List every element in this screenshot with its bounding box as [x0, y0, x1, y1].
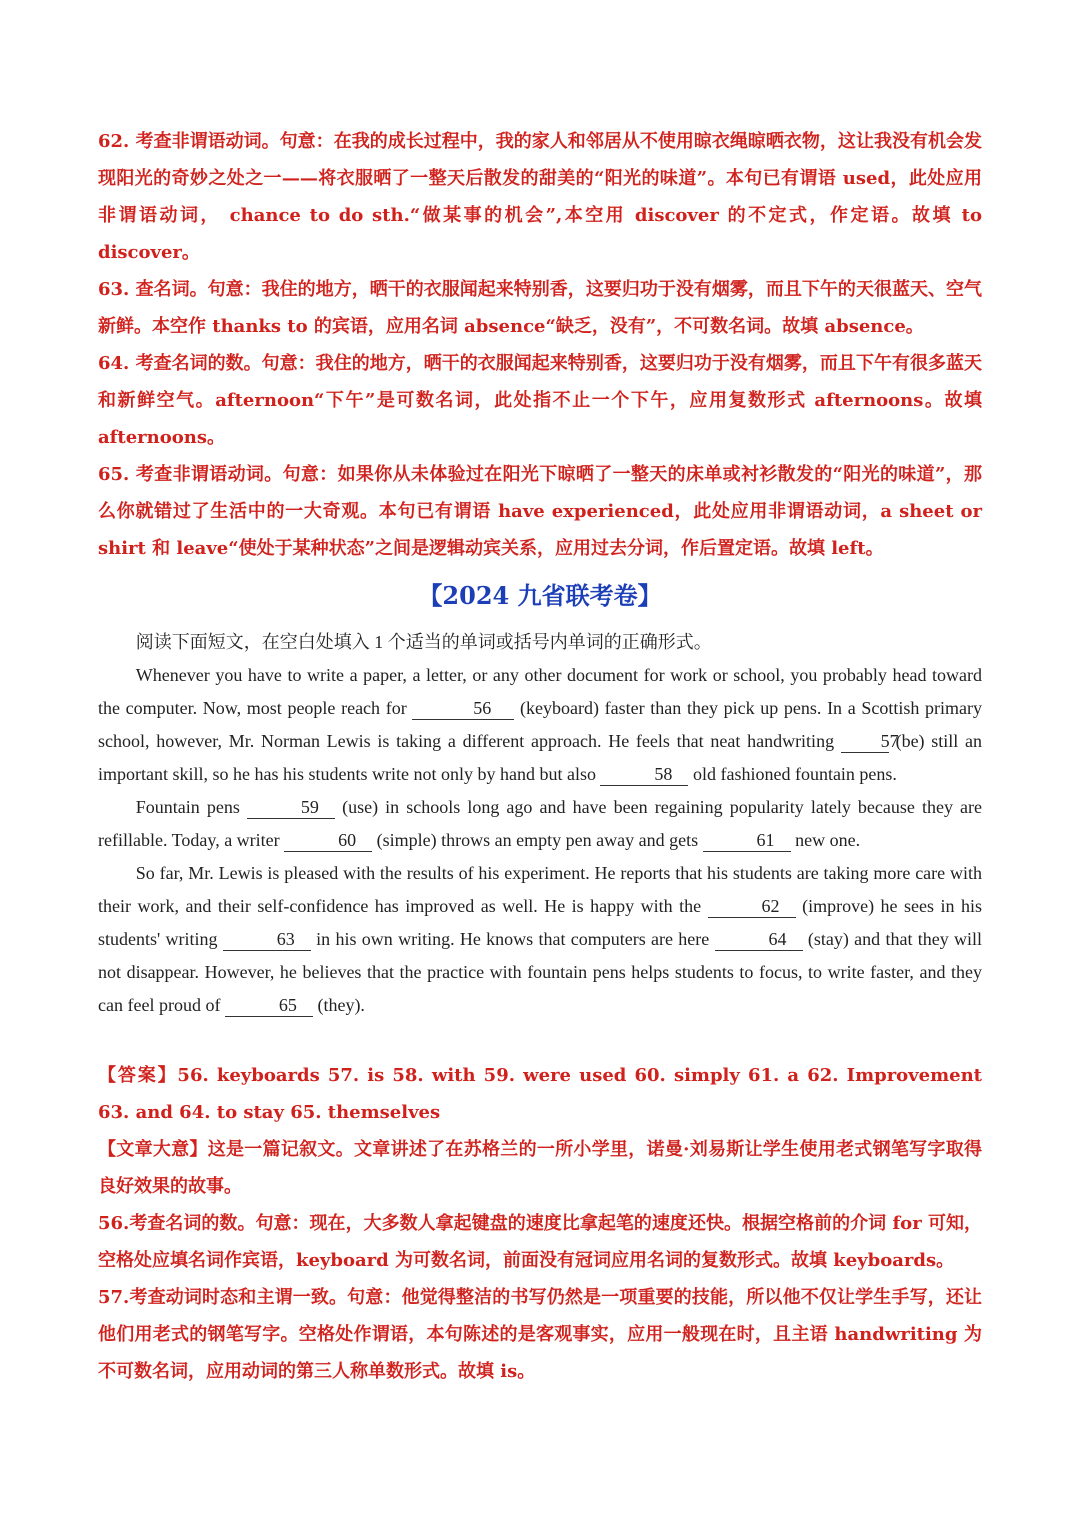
- explanations-62-65: [98, 123, 982, 567]
- passage-text: (keyboard) faster than they pick up pens. In a Scottish primary school, however, Mr. Norman Lewis is taking a different approach. He feels that neat handwriting: [98, 698, 983, 751]
- blank-63: 63: [223, 928, 311, 951]
- explanation-57: 57.考查动词时态和主谓一致。句意：他觉得整洁的书写仍然是一项重要的技能，所以他不仅让学生手写，还让他们用老式的钢笔写字。空格处作谓语，本句陈述的是客观事实，应用一般现在时，且主语 handwriting 为不可数名词，应用动词的第三人称单数形式。故填 is。: [98, 1287, 982, 1382]
- blank-60: 60: [284, 829, 372, 852]
- explanation-56: 56.考查名词的数。句意：现在，大多数人拿起键盘的速度比拿起笔的速度还快。根据空格前的介词 for 可知，空格处应填名词作宾语，keyboard 为可数名词，前面没有冠词应用名词的复数形式。故填 keyboards。: [98, 1213, 982, 1271]
- blank-56: 56: [412, 697, 514, 720]
- cloze-passage: [98, 626, 982, 1022]
- passage-text: (stay) and that they will not disappear. However, he believes that the practice with fountain pens helps students to focus, to write faster, and they can feel proud of: [98, 929, 983, 1015]
- blank-65: 65: [225, 994, 313, 1017]
- passage-text: (use) in schools long ago and have been regaining popularity lately because they are refillable. Today, a writer: [98, 797, 983, 850]
- passage-text: So far, Mr. Lewis is pleased with the results of his experiment. He reports that his students are taking more care with their work, and their self-confidence has improved as well. He is happy with the: [98, 863, 982, 916]
- blank-59: 59: [247, 796, 335, 819]
- blank-58: 58: [600, 763, 688, 786]
- passage-paragraph-2: [98, 791, 982, 857]
- passage-text: (be) still an important skill, so he has his students write not only by hand but also: [98, 731, 983, 784]
- passage-paragraph-1: [98, 659, 982, 791]
- passage-text: Fountain pens: [135, 797, 240, 817]
- passage-text: Whenever you have to write a paper, a letter, or any other document for work or school, you probably head toward the computer. Now, most people reach for: [98, 665, 982, 718]
- instruction: 阅读下面短文，在空白处填入 1 个适当的单词或括号内单词的正确形式。: [135, 632, 712, 652]
- passage-text: (simple) throws an empty pen away and gets: [376, 830, 699, 850]
- passage-text: (they).: [317, 995, 365, 1015]
- passage-text: in his own writing. He knows that computers are here: [316, 929, 710, 949]
- passage-paragraph-3: [98, 857, 982, 1022]
- explanation-63: 63. 查名词。句意：我住的地方，晒干的衣服闻起来特别香，这要归功于没有烟雾，而且下午的天很蓝天、空气新鲜。本空作 thanks to 的宾语，应用名词 absence“缺乏，没有”，不可数名词。故填 absence。: [98, 279, 982, 337]
- explanation-65: 65. 考查非谓语动词。句意：如果你从未体验过在阳光下晾晒了一整天的床单或衬衫散发的“阳光的味道”，那么你就错过了生活中的一大奇观。本句已有谓语 have experienced，此处应用非谓语动词，a sheet or shirt 和 leave“使处于某种状态”之间是逻辑动宾关系，应用过去分词，作后置定语。故填 left。: [98, 464, 982, 559]
- blank-62: 62: [708, 895, 796, 918]
- explanation-62: 62. 考查非谓语动词。句意：在我的成长过程中，我的家人和邻居从不使用晾衣绳晾晒衣物，这让我没有机会发现阳光的奇妙之处之一——将衣服晒了一整天后散发的甜美的“阳光的味道”。本句已有谓语 used，此处应用非谓语动词， chance to do sth.“做某事的机会”,本空用 discover 的不定式，作定语。故填 to discover。: [98, 131, 982, 263]
- blank-57: 57: [841, 730, 889, 753]
- passage-text: old fashioned fountain pens.: [692, 764, 897, 784]
- article-summary: 【文章大意】这是一篇记叙文。文章讲述了在苏格兰的一所小学里，诺曼·刘易斯让学生使用老式钢笔写字取得良好效果的故事。: [98, 1139, 982, 1197]
- answers-and-analysis: [98, 1057, 982, 1390]
- explanation-64: 64. 考查名词的数。句意：我住的地方，晒干的衣服闻起来特别香，这要归功于没有烟雾，而且下午有很多蓝天和新鲜空气。afternoon“下午”是可数名词，此处指不止一个下午，应用复数形式 afternoons。故填 afternoons。: [98, 353, 982, 448]
- blank-64: 64: [715, 928, 803, 951]
- section-heading: 【2024 九省联考卷】: [418, 581, 662, 610]
- passage-text: (improve) he sees in his students' writing: [98, 896, 982, 949]
- blank-61: 61: [703, 829, 791, 852]
- passage-text: new one.: [795, 830, 861, 850]
- answer-key: 【答案】56. keyboards 57. is 58. with 59. were used 60. simply 61. a 62. Improvement 63. and 64. to stay 65. themselves: [98, 1065, 982, 1123]
